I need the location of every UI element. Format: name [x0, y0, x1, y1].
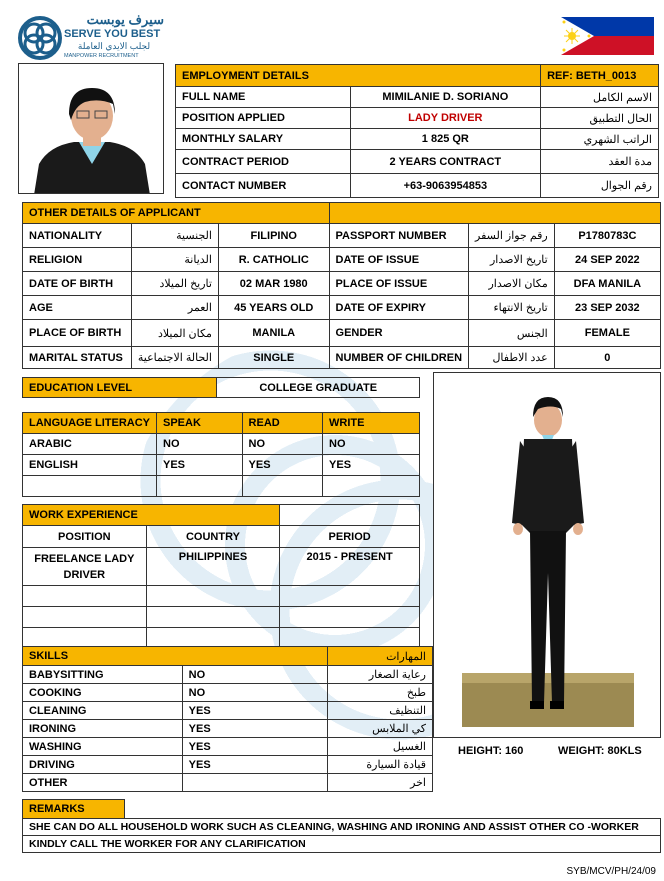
arabic-read: NO	[242, 434, 322, 455]
gender-label: GENDER	[329, 320, 469, 347]
work-empty-cell	[23, 607, 147, 628]
age-label: AGE	[23, 296, 132, 320]
skill-babysitting-ar: رعاية الصغار	[328, 666, 433, 684]
monthly-salary-label: MONTHLY SALARY	[176, 129, 351, 150]
remarks-line-1: SHE CAN DO ALL HOUSEHOLD WORK SUCH AS CLEANING, WASHING AND IRONING AND ASSIST OTHER CO -WORKER	[23, 819, 661, 836]
skill-cleaning-value: YES	[182, 702, 327, 720]
contract-period-value: 2 YEARS CONTRACT	[350, 150, 541, 174]
body-measurements-table	[452, 739, 661, 763]
education-level-table	[22, 377, 420, 398]
full-name-label-ar: الاسم الكامل	[541, 87, 659, 108]
place-of-issue-value: DFA MANILA	[554, 272, 660, 296]
arabic-speak: NO	[157, 434, 243, 455]
skill-babysitting: BABYSITTING	[23, 666, 183, 684]
contact-number-value: +63-9063954853	[350, 174, 541, 198]
work-experience-header-blank	[280, 505, 420, 526]
logo-emblem-icon	[18, 16, 62, 60]
skills-table	[22, 646, 433, 792]
number-of-children-value: 0	[554, 347, 660, 369]
language-header-literacy: LANGUAGE LITERACY	[23, 413, 157, 434]
skill-other-value	[182, 774, 327, 792]
religion-value: R. CATHOLIC	[218, 248, 329, 272]
person-full-body-icon	[434, 373, 661, 738]
date-of-issue-value: 24 SEP 2022	[554, 248, 660, 272]
applicant-full-body-photo	[433, 372, 661, 738]
work-position-value: FREELANCE LADY DRIVER	[23, 548, 147, 586]
language-header-read: READ	[242, 413, 322, 434]
skill-ironing-ar: كي الملابس	[328, 720, 433, 738]
position-applied-value: LADY DRIVER	[350, 108, 541, 129]
passport-number-value: P1780783C	[554, 224, 660, 248]
skill-cooking-value: NO	[182, 684, 327, 702]
language-literacy-table	[22, 412, 420, 497]
work-column-country: COUNTRY	[146, 526, 280, 548]
education-level-value: COLLEGE GRADUATE	[217, 378, 420, 398]
skill-washing-value: YES	[182, 738, 327, 756]
skill-cooking-ar: طبخ	[328, 684, 433, 702]
brand-name-ar: سيرف يوبست	[86, 12, 164, 27]
monthly-salary-label-ar: الراتب الشهري	[541, 129, 659, 150]
philippines-flag-icon	[561, 17, 654, 55]
date-of-expiry-label-ar: تاريخ الانتهاء	[469, 296, 555, 320]
marital-status-label: MARITAL STATUS	[23, 347, 132, 369]
skill-cleaning-ar: التنظيف	[328, 702, 433, 720]
work-period-value: 2015 - PRESENT	[280, 548, 420, 586]
weight-value: WEIGHT: 80KLS	[558, 745, 642, 757]
applicant-headshot-photo	[18, 63, 164, 194]
contract-period-label-ar: مدة العقد	[541, 150, 659, 174]
company-logo	[18, 12, 168, 64]
document-code: SYB/MCV/PH/24/09	[566, 866, 656, 877]
brand-tagline-en: MANPOWER RECRUITMENT	[64, 53, 139, 59]
marital-status-label-ar: الحالة الاجتماعية	[131, 347, 218, 369]
full-name-label: FULL NAME	[176, 87, 351, 108]
skill-other: OTHER	[23, 774, 183, 792]
education-level-label: EDUCATION LEVEL	[23, 378, 217, 398]
language-empty-cell	[157, 476, 243, 497]
language-empty-row	[23, 476, 157, 497]
other-details-header: OTHER DETAILS OF APPLICANT	[23, 203, 330, 224]
age-label-ar: العمر	[131, 296, 218, 320]
religion-label: RELIGION	[23, 248, 132, 272]
skills-header: SKILLS	[23, 647, 328, 666]
skill-babysitting-value: NO	[182, 666, 327, 684]
gender-value: FEMALE	[554, 320, 660, 347]
place-of-birth-label: PLACE OF BIRTH	[23, 320, 132, 347]
place-of-birth-value: MANILA	[218, 320, 329, 347]
language-header-speak: SPEAK	[157, 413, 243, 434]
contract-period-label: CONTRACT PERIOD	[176, 150, 351, 174]
date-of-expiry-value: 23 SEP 2032	[554, 296, 660, 320]
skill-washing-ar: الغسيل	[328, 738, 433, 756]
other-details-header-blank	[329, 203, 660, 224]
number-of-children-label: NUMBER OF CHILDREN	[329, 347, 469, 369]
work-country-value: PHILIPPINES	[146, 548, 280, 586]
position-applied-label: POSITION APPLIED	[176, 108, 351, 129]
skill-ironing: IRONING	[23, 720, 183, 738]
skills-header-ar: المهارات	[328, 647, 433, 666]
language-arabic: ARABIC	[23, 434, 157, 455]
employment-details-table	[175, 64, 659, 198]
date-of-birth-value: 02 MAR 1980	[218, 272, 329, 296]
age-value: 45 YEARS OLD	[218, 296, 329, 320]
date-of-issue-label-ar: تاريخ الاصدار	[469, 248, 555, 272]
language-header-write: WRITE	[323, 413, 420, 434]
skill-driving: DRIVING	[23, 756, 183, 774]
english-read: YES	[242, 455, 322, 476]
skill-ironing-value: YES	[182, 720, 327, 738]
skill-washing: WASHING	[23, 738, 183, 756]
work-empty-cell	[146, 607, 280, 628]
work-empty-cell	[23, 586, 147, 607]
nationality-label: NATIONALITY	[23, 224, 132, 248]
date-of-birth-label-ar: تاريخ الميلاد	[131, 272, 218, 296]
date-of-birth-label: DATE OF BIRTH	[23, 272, 132, 296]
remarks-header-blank	[124, 800, 660, 819]
religion-label-ar: الديانة	[131, 248, 218, 272]
work-column-position: POSITION	[23, 526, 147, 548]
passport-number-label: PASSPORT NUMBER	[329, 224, 469, 248]
number-of-children-label-ar: عدد الاطفال	[469, 347, 555, 369]
person-portrait-icon	[19, 64, 164, 194]
employment-details-header: EMPLOYMENT DETAILS	[176, 65, 541, 87]
monthly-salary-value: 1 825 QR	[350, 129, 541, 150]
date-of-issue-label: DATE OF ISSUE	[329, 248, 469, 272]
language-english: ENGLISH	[23, 455, 157, 476]
remarks-line-2: KINDLY CALL THE WORKER FOR ANY CLARIFICATION	[23, 836, 661, 853]
skill-cooking: COOKING	[23, 684, 183, 702]
date-of-expiry-label: DATE OF EXPIRY	[329, 296, 469, 320]
language-empty-cell	[323, 476, 420, 497]
position-applied-label-ar: الحال التطبيق	[541, 108, 659, 129]
reference-number: REF: BETH_0013	[541, 65, 659, 87]
english-write: YES	[323, 455, 420, 476]
remarks-header: REMARKS	[23, 800, 125, 819]
skill-driving-ar: قيادة السيارة	[328, 756, 433, 774]
contact-number-label: CONTACT NUMBER	[176, 174, 351, 198]
other-details-table	[22, 202, 661, 369]
work-experience-table	[22, 504, 420, 649]
work-empty-cell	[146, 586, 280, 607]
brand-tagline-ar: لجلب الايدي العاملة	[77, 41, 151, 51]
work-experience-header: WORK EXPERIENCE	[23, 505, 280, 526]
gender-label-ar: الجنس	[469, 320, 555, 347]
work-empty-cell	[280, 607, 420, 628]
work-column-period: PERIOD	[280, 526, 420, 548]
skill-other-ar: اخر	[328, 774, 433, 792]
english-speak: YES	[157, 455, 243, 476]
full-name-value: MIMILANIE D. SORIANO	[350, 87, 541, 108]
contact-number-label-ar: رقم الجوال	[541, 174, 659, 198]
brand-name-en: SERVE YOU BEST	[64, 28, 161, 40]
work-empty-cell	[280, 586, 420, 607]
place-of-issue-label: PLACE OF ISSUE	[329, 272, 469, 296]
arabic-write: NO	[323, 434, 420, 455]
place-of-issue-label-ar: مكان الاصدار	[469, 272, 555, 296]
marital-status-value: SINGLE	[218, 347, 329, 369]
skill-cleaning: CLEANING	[23, 702, 183, 720]
nationality-value: FILIPINO	[218, 224, 329, 248]
height-value: HEIGHT: 160	[458, 745, 524, 757]
language-empty-cell	[242, 476, 322, 497]
place-of-birth-label-ar: مكان الميلاد	[131, 320, 218, 347]
skill-driving-value: YES	[182, 756, 327, 774]
passport-number-label-ar: رقم جواز السفر	[469, 224, 555, 248]
remarks-table	[22, 799, 661, 853]
nationality-label-ar: الجنسية	[131, 224, 218, 248]
